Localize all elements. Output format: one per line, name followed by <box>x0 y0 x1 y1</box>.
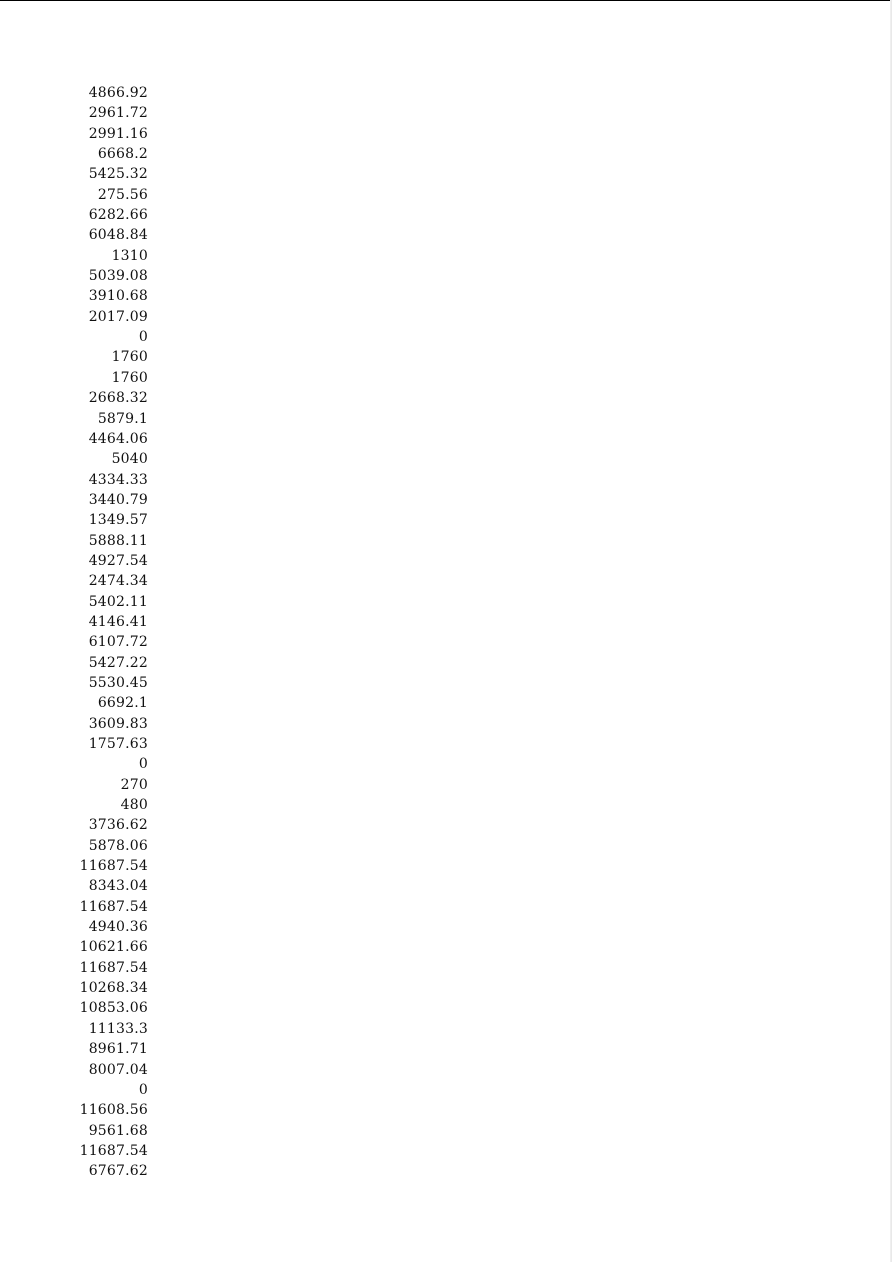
value-cell: 8343.04 <box>88 878 148 895</box>
value-cell: 6048.84 <box>88 227 148 244</box>
value-cell: 11687.54 <box>79 1142 148 1159</box>
value-cell: 1760 <box>111 349 148 366</box>
value-cell: 4334.33 <box>88 471 148 488</box>
value-cell: 6107.72 <box>88 634 148 651</box>
value-cell: 5427.22 <box>88 654 148 671</box>
value-cell: 4146.41 <box>88 613 148 630</box>
value-cell: 4940.36 <box>88 919 148 936</box>
value-cell: 1757.63 <box>88 736 148 752</box>
value-cell: 2474.34 <box>88 573 148 590</box>
value-cell: 10621.66 <box>79 939 148 956</box>
value-cell: 2991.16 <box>88 125 148 142</box>
value-cell: 2017.09 <box>88 308 148 325</box>
value-cell: 270 <box>120 776 148 793</box>
value-cell: 11133.3 <box>88 1020 148 1037</box>
value-cell: 10853.06 <box>79 1000 148 1017</box>
value-cell: 3736.62 <box>88 817 148 834</box>
value-cell: 11687.54 <box>79 858 148 875</box>
value-cell: 6692.1 <box>97 695 148 712</box>
value-cell: 11687.54 <box>79 898 148 915</box>
value-cell: 0 <box>138 1081 148 1098</box>
value-cell: 5402.11 <box>88 593 148 610</box>
value-cell: 5425.32 <box>88 166 148 183</box>
value-cell: 2961.72 <box>88 105 148 122</box>
value-cell: 5888.11 <box>88 532 148 549</box>
value-cell: 6668.2 <box>97 146 148 163</box>
value-cell: 275.56 <box>97 186 148 203</box>
value-cell: 1349.57 <box>88 512 148 529</box>
value-cell: 0 <box>138 329 148 346</box>
value-cell: 9561.68 <box>88 1122 148 1139</box>
value-cell: 5040 <box>111 451 148 468</box>
value-cell: 5878.06 <box>88 837 148 854</box>
value-cell: 8007.04 <box>88 1061 148 1078</box>
top-border-line <box>0 0 892 1</box>
value-cell: 10268.34 <box>79 980 148 997</box>
value-cell: 480 <box>120 797 148 814</box>
value-cell: 3609.83 <box>88 715 148 732</box>
value-cell: 4927.54 <box>88 552 148 569</box>
value-cell: 11687.54 <box>79 959 148 976</box>
value-cell: 1310 <box>111 247 148 264</box>
value-cell: 5530.45 <box>88 674 148 691</box>
value-cell: 6282.66 <box>88 207 148 224</box>
value-cell: 4866.92 <box>88 85 148 101</box>
value-cell: 1760 <box>111 369 148 386</box>
value-cell: 3440.79 <box>88 491 148 508</box>
value-column <box>60 83 148 1182</box>
value-cell: 0 <box>138 756 148 773</box>
value-cell: 5039.08 <box>88 268 148 285</box>
value-cell: 4464.06 <box>88 430 148 447</box>
value-cell: 5879.1 <box>97 410 148 427</box>
value-cell: 11608.56 <box>79 1102 148 1119</box>
value-cell: 2668.32 <box>88 390 148 407</box>
value-cell: 6767.62 <box>88 1163 148 1180</box>
value-cell: 8961.71 <box>88 1041 148 1058</box>
value-cell: 3910.68 <box>88 288 148 305</box>
